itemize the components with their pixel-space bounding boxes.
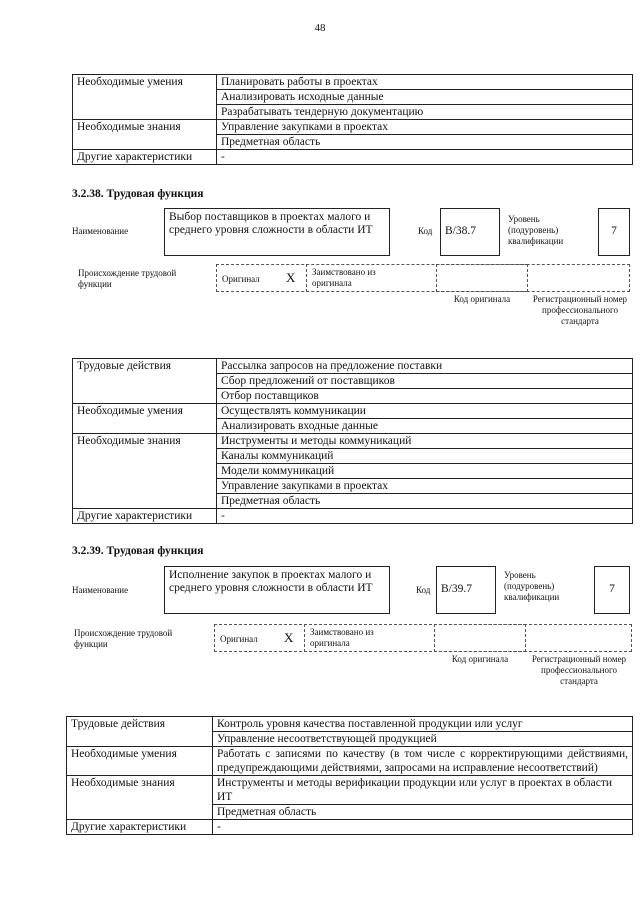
divider (304, 624, 305, 652)
level-value: 7 (609, 583, 615, 595)
skill-item: Разрабатывать тендерную документацию (217, 105, 633, 120)
knowledge-item: Модели коммуникаций (217, 464, 633, 479)
name-label: Наименование (72, 226, 129, 236)
reg-number-caption: Регистрационный номер профессионального стандарта (531, 654, 627, 686)
function-requirements-table (72, 358, 633, 524)
borrowed-label: Заимствовано из оригинала (310, 627, 374, 648)
name-label: Наименование (72, 585, 129, 595)
knowledge-label: Необходимые знания (73, 120, 217, 150)
code-label: Код (416, 585, 431, 595)
skill-item: Анализировать входные данные (217, 419, 633, 434)
original-mark: X (284, 630, 294, 645)
other-value: - (217, 150, 633, 165)
code-original-box (434, 624, 526, 652)
knowledge-item: Инструменты и методы верификации продукции или услуг в проектах в области ИТ (213, 776, 633, 805)
other-label: Другие характеристики (67, 820, 213, 835)
code-value: B/38.7 (445, 225, 476, 237)
action-item: Контроль уровня качества поставленной продукции или услуг (213, 717, 633, 732)
action-item: Отбор поставщиков (217, 389, 633, 404)
other-value: - (213, 820, 633, 835)
knowledge-label: Необходимые знания (73, 434, 217, 509)
function-heading: 3.2.39. Трудовая функция (72, 545, 204, 557)
action-item: Сбор предложений от поставщиков (217, 374, 633, 389)
level-box (594, 566, 630, 614)
knowledge-item: Каналы коммуникаций (217, 449, 633, 464)
other-label: Другие характеристики (73, 509, 217, 524)
code-label: Код (418, 226, 433, 236)
origin-box (216, 264, 630, 292)
actions-label: Трудовые действия (73, 359, 217, 404)
code-box (440, 208, 500, 256)
original-label: Оригинал (220, 634, 258, 644)
skill-item: Анализировать исходные данные (217, 90, 633, 105)
code-original-box (436, 264, 528, 292)
level-value: 7 (611, 225, 617, 237)
level-label: Уровень (подуровень) квалификации (504, 570, 560, 602)
other-value: - (217, 509, 633, 524)
function-name-box (164, 566, 390, 614)
skill-item: Осуществлять коммуникации (217, 404, 633, 419)
divider (306, 264, 307, 292)
code-original-caption: Код оригинала (453, 294, 511, 304)
code-value: B/39.7 (441, 583, 472, 595)
code-original-caption: Код оригинала (451, 654, 509, 664)
knowledge-item: Управление закупками в проектах (217, 479, 633, 494)
skill-item: Планировать работы в проектах (217, 75, 633, 90)
skills-label: Необходимые умения (73, 404, 217, 434)
origin-box (214, 624, 632, 652)
top-requirements-table (72, 74, 633, 165)
skills-label: Необходимые умения (67, 747, 213, 776)
borrowed-label: Заимствовано из оригинала (312, 267, 376, 288)
original-mark: X (286, 270, 296, 285)
original-label: Оригинал (222, 274, 260, 284)
knowledge-item: Предметная область (217, 135, 633, 150)
function-name: Выбор поставщиков в проектах малого и среднего уровня сложности в области ИТ (169, 211, 373, 236)
function-heading: 3.2.38. Трудовая функция (72, 188, 204, 200)
knowledge-item: Предметная область (213, 805, 633, 820)
function-name: Исполнение закупок в проектах малого и среднего уровня сложности в области ИТ (169, 569, 373, 594)
level-label: Уровень (подуровень) квалификации (508, 214, 564, 246)
code-box (436, 566, 496, 614)
knowledge-item: Управление закупками в проектах (217, 120, 633, 135)
skills-label: Необходимые умения (73, 75, 217, 120)
knowledge-item: Предметная область (217, 494, 633, 509)
other-label: Другие характеристики (73, 150, 217, 165)
origin-label: Происхождение трудовой функции (74, 628, 173, 649)
level-box (598, 208, 630, 256)
action-item: Управление несоответствующей продукцией (213, 732, 633, 747)
reg-number-caption: Регистрационный номер профессионального стандарта (532, 294, 628, 326)
knowledge-item: Инструменты и методы коммуникаций (217, 434, 633, 449)
skill-item: Работать с записями по качеству (в том числе с корректирующими действиями, предупреждающими действиями, запросами на исправление несоответствий) (213, 747, 633, 776)
action-item: Рассылка запросов на предложение поставки (217, 359, 633, 374)
function-requirements-table (66, 716, 633, 835)
function-name-box (164, 208, 390, 256)
page-number: 48 (314, 22, 326, 34)
actions-label: Трудовые действия (67, 717, 213, 747)
knowledge-label: Необходимые знания (67, 776, 213, 820)
origin-label: Происхождение трудовой функции (78, 268, 177, 289)
